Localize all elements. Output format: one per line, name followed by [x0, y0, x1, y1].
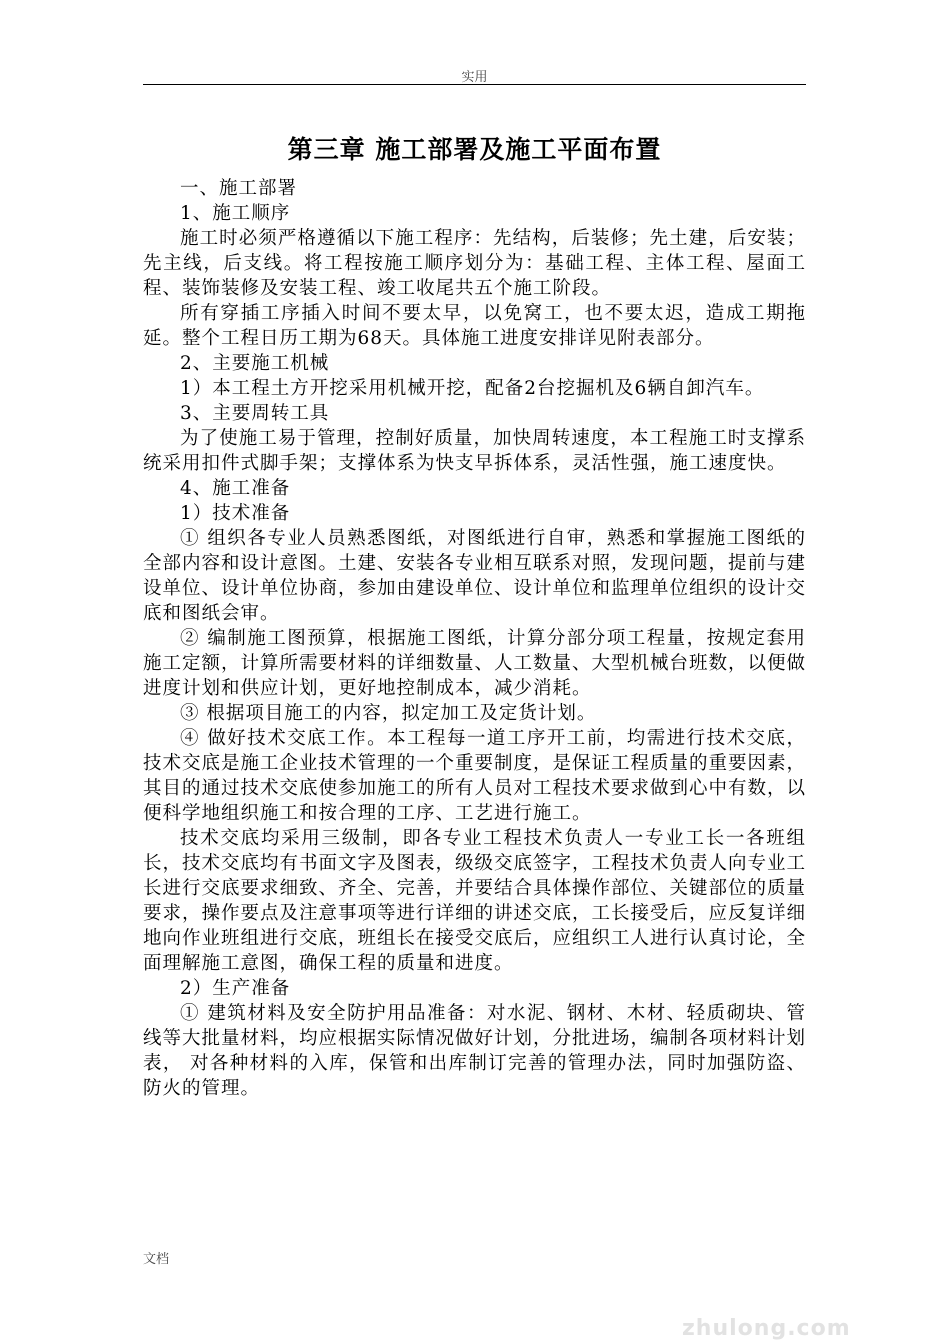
body-paragraph: ④ 做好技术交底工作。本工程每一道工序开工前，均需进行技术交底，技术交底是施工企业技术管理的一个重要制度，是保证工程质量的重要因素，其目的通过技术交底使参加施工的所有人员对工程技术要求做到心中有数，以便科学地组织施工和按合理的工序、工艺进行施工。 [143, 728, 807, 824]
body-paragraph: 施工时必须严格遵循以下施工程序：先结构，后装修；先土建，后安装；先主线，后支线。将工程按施工顺序划分为：基础工程、主体工程、屋面工程、装饰装修及安装工程、竣工收尾共五个施工阶段。 [143, 228, 806, 299]
document-body [143, 130, 806, 1101]
body-paragraph: 所有穿插工序插入时间不要太早，以免窝工，也不要太迟，造成工期拖延。整个工程日历工期为68天。具体施工进度安排详见附表部分。 [143, 303, 806, 349]
chapter-title: 第三章 施工部署及施工平面布置 [287, 135, 662, 164]
header-rule [143, 84, 806, 85]
body-paragraph: 1）本工程土方开挖采用机械开挖，配备2台挖掘机及6辆自卸汽车。 [180, 378, 765, 399]
section-heading: 3、主要周转工具 [180, 403, 330, 424]
body-paragraph: ① 建筑材料及安全防护用品准备：对水泥、钢材、木材、轻质砌块、管线等大批量材料，均应根据实际情况做好计划，分批进场，编制各项材料计划表， 对各种材料的入库，保管和出库制订完善的管理办法，同时加强防盗、防火的管理。 [143, 1003, 807, 1099]
section-heading: 2）生产准备 [180, 978, 291, 999]
document-blocks [143, 176, 806, 1101]
body-paragraph: ② 编制施工图预算，根据施工图纸，计算分部分项工程量，按规定套用施工定额，计算所需要材料的详细数量、人工数量、大型机械台班数，以便做进度计划和供应计划，更好地控制成本，减少消耗。 [143, 628, 807, 699]
page-footer: 文档 [143, 1252, 170, 1267]
section-heading: 一、施工部署 [180, 178, 298, 199]
body-paragraph: ③ 根据项目施工的内容，拟定加工及定货计划。 [180, 703, 597, 724]
section-heading: 2、主要施工机械 [180, 353, 330, 374]
section-heading: 1、施工顺序 [180, 203, 291, 224]
watermark-logo: zhulong.com [682, 1316, 851, 1341]
page-header: 实用 [461, 70, 488, 85]
body-paragraph: ① 组织各专业人员熟悉图纸，对图纸进行自审，熟悉和掌握施工图纸的全部内容和设计意图。土建、安装各专业相互联系对照，发现问题，提前与建设单位、设计单位协商，参加由建设单位、设计单位和监理单位组织的设计交底和图纸会审。 [143, 528, 807, 624]
body-paragraph: 为了使施工易于管理，控制好质量，加快周转速度，本工程施工时支撑系统采用扣件式脚手架；支撑体系为快支早拆体系，灵活性强，施工速度快。 [143, 428, 806, 474]
section-heading: 1）技术准备 [180, 503, 291, 524]
body-paragraph: 技术交底均采用三级制，即各专业工程技术负责人一专业工长一各班组长，技术交底均有书面文字及图表，级级交底签字，工程技术负责人向专业工长进行交底要求细致、齐全、完善，并要结合具体操作部位、关键部位的质量要求，操作要点及注意事项等进行详细的讲述交底，工长接受后，应反复详细地向作业班组进行交底，班组长在接受交底后，应组织工人进行认真讨论，全面理解施工意图，确保工程的质量和进度。 [143, 828, 807, 974]
section-heading: 4、施工准备 [180, 478, 291, 499]
